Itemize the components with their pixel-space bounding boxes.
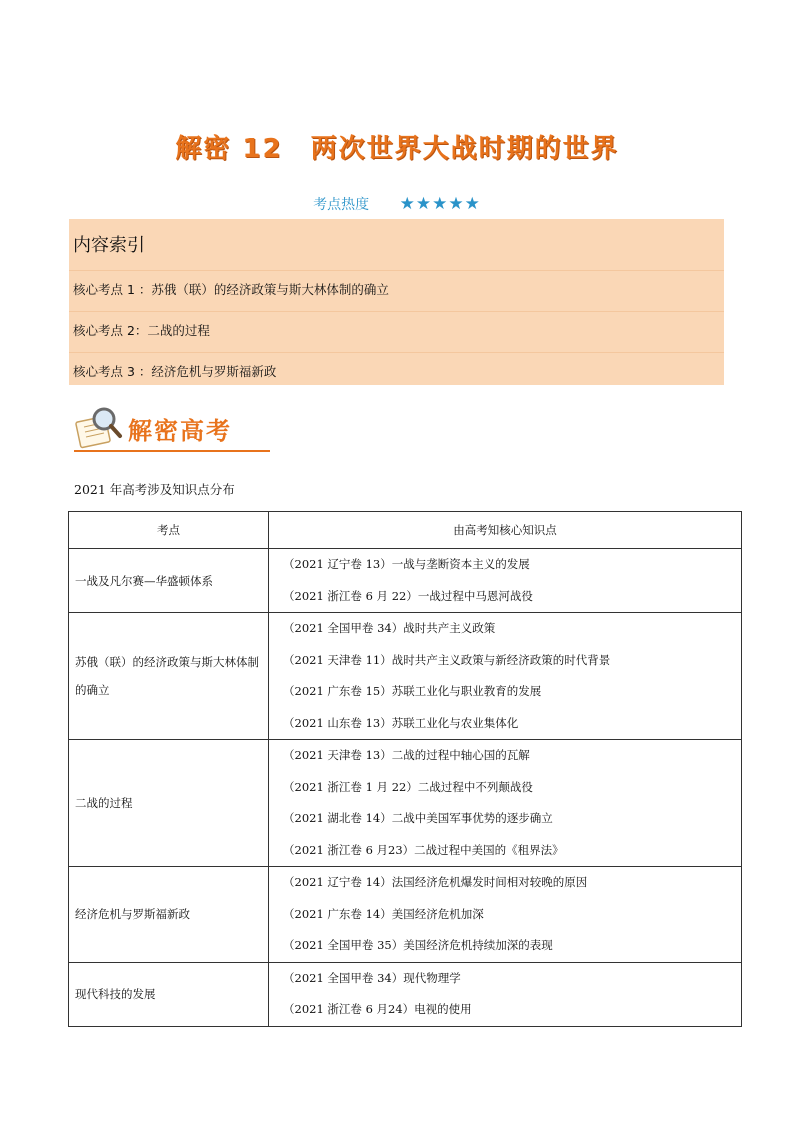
heat-stars: ★★★★★ [399,194,481,214]
heat-rating [0,194,794,214]
point-line: （2021 广东卷 14）美国经济危机加深 [283,906,484,921]
page-title: 解密 12 两次世界大战时期的世界 [175,134,619,164]
section-banner [74,403,270,455]
table-row [69,613,742,740]
banner-underline [74,450,270,452]
distribution-title: 2021 年高考涉及知识点分布 [74,482,235,497]
content-index-title: 内容索引 [73,235,145,256]
topic-cell: 苏俄（联）的经济政策与斯大林体制的确立 [69,613,269,740]
topic-cell: 经济危机与罗斯福新政 [69,867,269,963]
topic-cell: 一战及凡尔赛—华盛顿体系 [69,549,269,613]
index-item: 核心考点 3 ：经济危机与罗斯福新政 [73,364,277,379]
point-line: （2021 辽宁卷 14）法国经济危机爆发时间相对较晚的原因 [283,875,588,889]
point-line: （2021 辽宁卷 13）一战与垄断资本主义的发展 [283,557,530,571]
point-line: （2021 天津卷 11）战时共产主义政策与新经济政策的时代背景 [283,652,611,667]
topic-cell: 二战的过程 [69,740,269,867]
column-header-topic: 考点 [69,512,269,549]
point-line: （2021 浙江卷 6 月24）电视的使用 [283,1002,472,1016]
heat-label: 考点热度 [313,197,370,213]
point-line: （2021 浙江卷 1 月 22）二战过程中不列颠战役 [283,779,533,794]
divider [69,311,724,312]
point-line: （2021 浙江卷 6 月 22）一战过程中马恩河战役 [283,588,533,603]
table-row [69,549,742,613]
content-index-box [69,219,724,385]
table-row [69,962,742,1026]
table-header-row [69,512,742,549]
table-row [69,867,742,963]
divider [69,352,724,353]
index-item: 核心考点 1 ：苏俄（联）的经济政策与斯大林体制的确立 [73,282,389,297]
points-cell [269,613,742,740]
point-line: （2021 全国甲卷 35）美国经济危机持续加深的表现 [283,938,553,952]
points-cell [269,740,742,867]
topic-cell: 现代科技的发展 [69,962,269,1026]
point-line: （2021 湖北卷 14）二战中美国军事优势的逐步确立 [283,811,553,825]
point-line: （2021 天津卷 13）二战的过程中轴心国的瓦解 [283,748,530,762]
point-line: （2021 广东卷 15）苏联工业化与职业教育的发展 [283,684,542,698]
column-header-points: 由高考知核心知识点 [269,512,742,549]
index-item: 核心考点 2：二战的过程 [73,323,210,338]
table-row [69,740,742,867]
points-cell [269,549,742,613]
point-line: （2021 浙江卷 6 月23）二战过程中美国的《租界法》 [283,842,564,857]
knowledge-table [68,511,742,1027]
point-line: （2021 全国甲卷 34）现代物理学 [283,970,461,985]
points-cell [269,867,742,963]
divider [69,270,724,271]
magnifier-notebook-icon [74,405,126,451]
point-line: （2021 全国甲卷 34）战时共产主义政策 [283,621,496,635]
point-line: （2021 山东卷 13）苏联工业化与农业集体化 [283,715,519,730]
points-cell [269,962,742,1026]
section-banner-text: 解密高考 [128,416,232,445]
